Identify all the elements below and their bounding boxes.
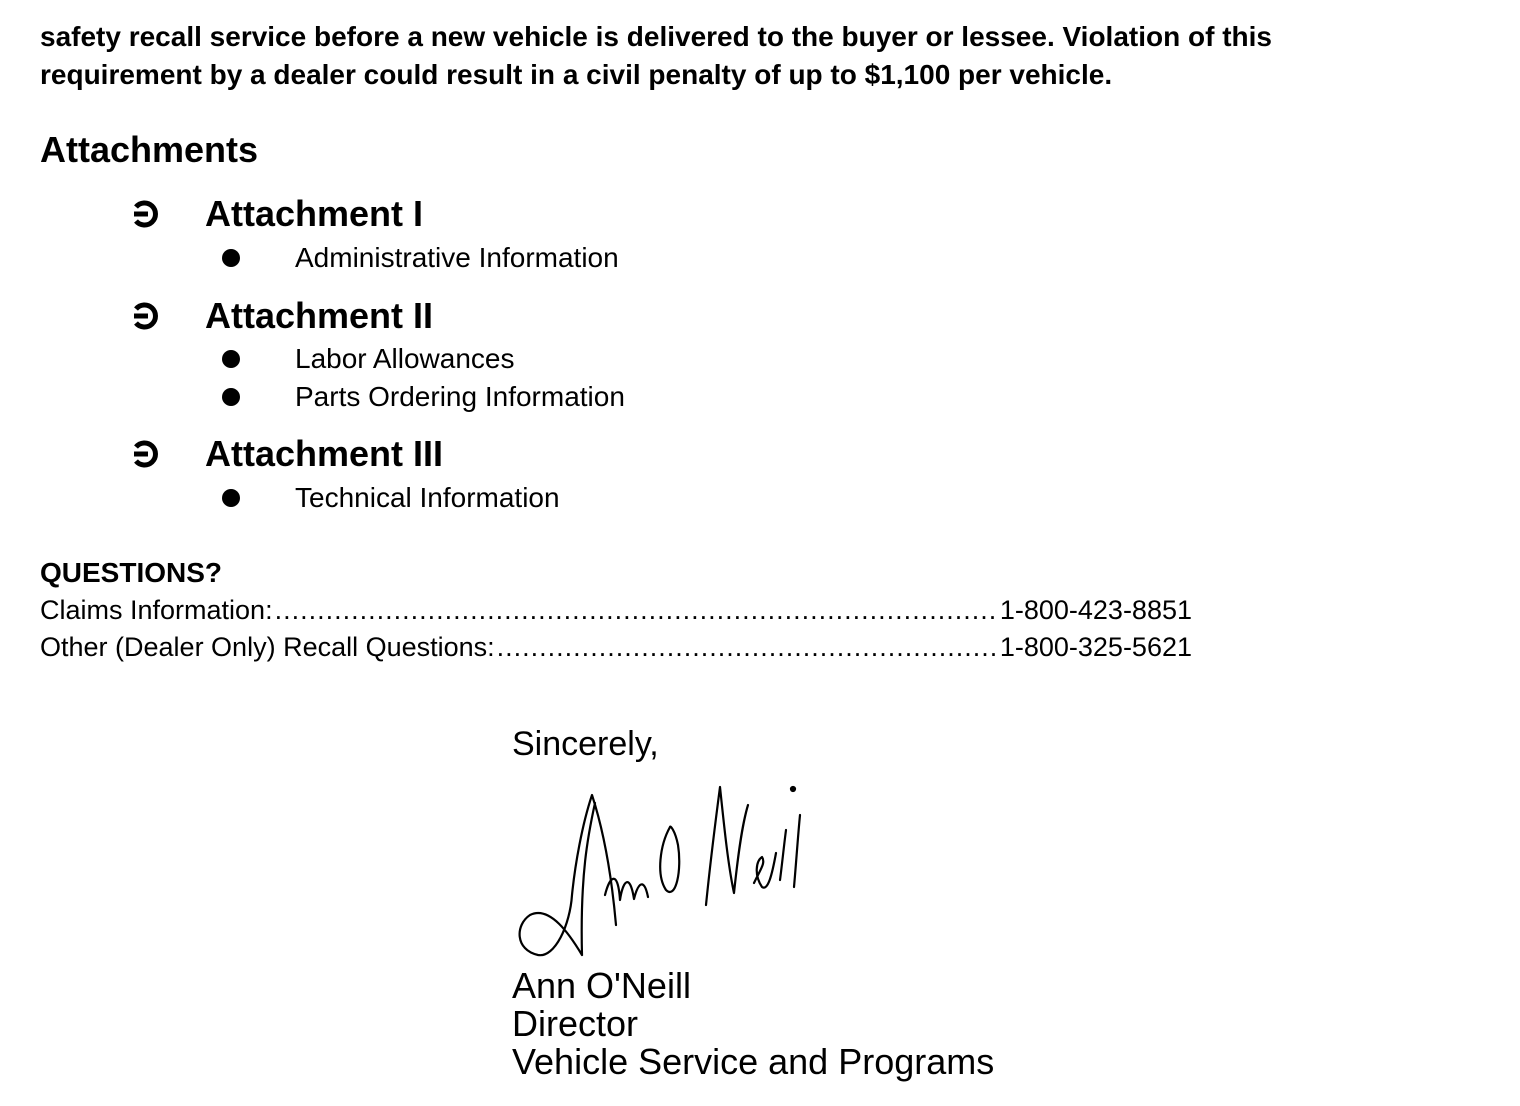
attachment-title: Attachment I (205, 193, 424, 234)
list-item-text: Technical Information (295, 482, 560, 513)
contact-row (40, 629, 1192, 665)
attachment-header (130, 294, 434, 338)
bullet-icon (222, 350, 240, 368)
contact-label: Claims Information: (40, 595, 273, 625)
signatory-name: Ann O'Neill (512, 965, 691, 1006)
arrow-circle-right-icon (130, 438, 162, 470)
dot-leader (497, 629, 998, 665)
signature-image (510, 775, 820, 965)
bullet-icon (222, 489, 240, 507)
list-item (222, 480, 560, 516)
signatory-title: Director (512, 1003, 639, 1044)
bullet-icon (222, 249, 240, 267)
list-item (222, 379, 625, 415)
contact-phone: 1-800-423-8851 (999, 595, 1192, 625)
intro-paragraph (40, 18, 1480, 94)
attachment-header (130, 432, 444, 476)
contact-label: Other (Dealer Only) Recall Questions: (40, 632, 495, 662)
attachment-header (130, 192, 424, 236)
attachment-title: Attachment II (205, 295, 434, 336)
list-item-text: Labor Allowances (295, 343, 515, 374)
list-item (222, 240, 619, 276)
attachments-heading: Attachments (40, 129, 259, 170)
signatory-department: Vehicle Service and Programs (512, 1041, 995, 1082)
intro-line-2: requirement by a dealer could result in a civil penalty of up to $1,100 per vehicle. (40, 59, 1113, 90)
contact-row (40, 592, 1192, 628)
arrow-circle-right-icon (130, 198, 162, 230)
list-item-text: Parts Ordering Information (295, 381, 625, 412)
dot-leader (275, 592, 998, 628)
intro-line-1: safety recall service before a new vehicle is delivered to the buyer or lessee. Violation of this (40, 21, 1272, 52)
bullet-icon (222, 388, 240, 406)
list-item (222, 341, 515, 377)
attachment-title: Attachment III (205, 433, 444, 474)
arrow-circle-right-icon (130, 300, 162, 332)
closing-salutation: Sincerely, (512, 725, 659, 763)
contact-phone: 1-800-325-5621 (999, 632, 1192, 662)
list-item-text: Administrative Information (295, 242, 619, 273)
questions-heading: QUESTIONS? (40, 557, 223, 588)
